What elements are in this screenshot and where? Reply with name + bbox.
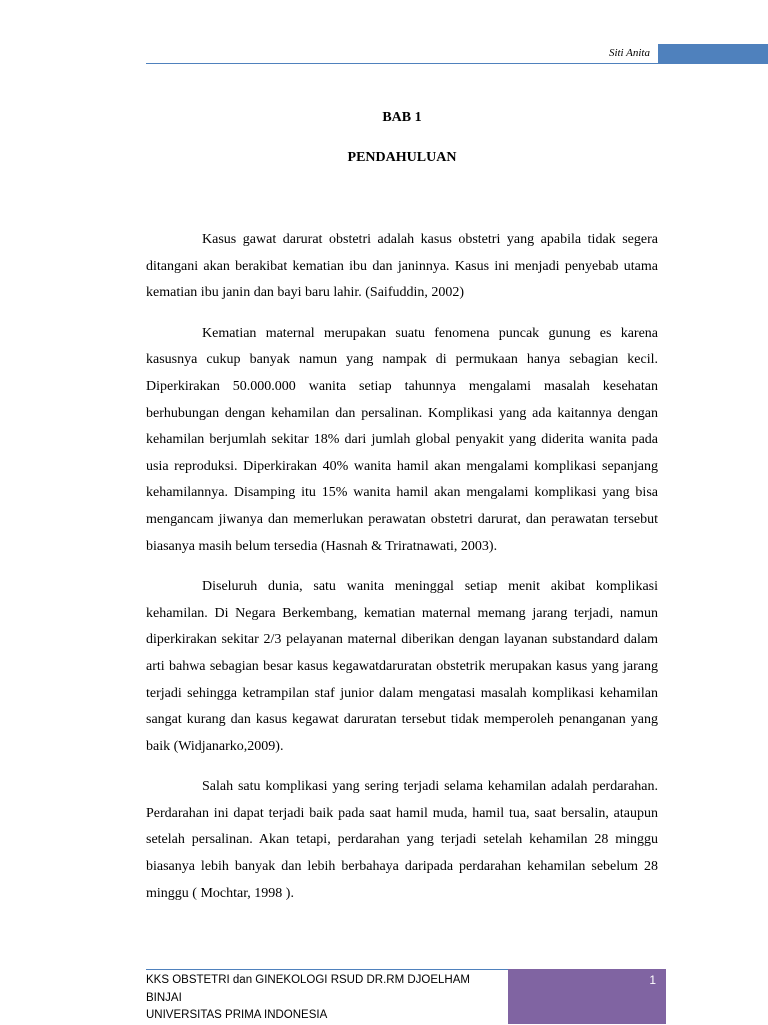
paragraph-1: Kasus gawat darurat obstetri adalah kasus obstetri yang apabila tidak segera ditangani akan berakibat kematian ibu dan janinnya. Kasus ini menjadi penyebab utama kematian ibu janin dan bayi baru lahir. (Saifuddin, 2002) xyxy=(146,232,658,301)
paragraph-4: Salah satu komplikasi yang sering terjadi selama kehamilan adalah perdarahan. Perdarahan ini dapat terjadi baik pada saat hamil muda, hamil tua, saat bersalin, ataupun setelah persalinan. Akan tetapi, perdarahan yang terjadi setelah kehamilan 28 minggu biasanya lebih banyak dan lebih berbahaya daripada perdarahan kehamilan sebelum 28 minggu ( Mochtar, 1998 ). xyxy=(146,779,658,901)
chapter-number: BAB 1 xyxy=(382,110,422,125)
chapter-title: PENDAHULUAN xyxy=(347,150,457,165)
footer-institution xyxy=(146,972,506,1025)
header-accent-bar xyxy=(658,44,768,64)
footer-page-box xyxy=(508,969,666,1024)
footer-line-1: KKS OBSTETRI dan GINEKOLOGI RSUD DR.RM DJOELHAM xyxy=(146,974,470,986)
footer-line-2: BINJAI xyxy=(146,991,182,1004)
header-author: Siti Anita xyxy=(608,47,650,59)
paragraph-2: Kematian maternal merupakan suatu fenomena puncak gunung es karena kasusnya cukup banyak namun yang nampak di permukaan hanya sebagian kecil. Diperkirakan 50.000.000 wanita setiap tahunnya mengalami masalah kesehatan berhubungan dengan kehamilan dan persalinan. Komplikasi yang ada kaitannya dengan kehamilan berjumlah sekitar 18% dari jumlah global penyakit yang diderita wanita pada usia reproduksi. Diperkirakan 40% wanita hamil akan mengalami komplikasi sepanjang kehamilannya. Disamping itu 15% wanita hamil akan mengalami komplikasi yang bisa mengancam jiwanya dan memerlukan perawatan obstetri darurat, dan perawatan tersebut biasanya masih belum tersedia (Hasnah & Triratnawati, 2003). xyxy=(146,325,658,554)
paragraph-3: Diseluruh dunia, satu wanita meninggal setiap menit akibat komplikasi kehamilan. Di Negara Berkembang, kematian maternal memang jarang terjadi, namun diperkirakan sekitar 2/3 pelayanan maternal diberikan dengan layanan substandard dalam arti bahwa sebagian besar kasus kegawatdaruratan obstetrik merupakan kasus yang jarang terjadi sehingga ketrampilan staf junior dalam mengatasi masalah komplikasi kehamilan sangat kurang dan kasus kegawat daruratan tersebut tidak memperoleh penanganan yang baik (Widjanarko,2009). xyxy=(146,579,658,754)
footer-divider xyxy=(146,969,508,970)
header-divider xyxy=(146,63,658,64)
document-body xyxy=(146,227,658,921)
page-number: 1 xyxy=(649,973,656,987)
footer-line-3: UNIVERSITAS PRIMA INDONESIA xyxy=(146,1009,328,1021)
